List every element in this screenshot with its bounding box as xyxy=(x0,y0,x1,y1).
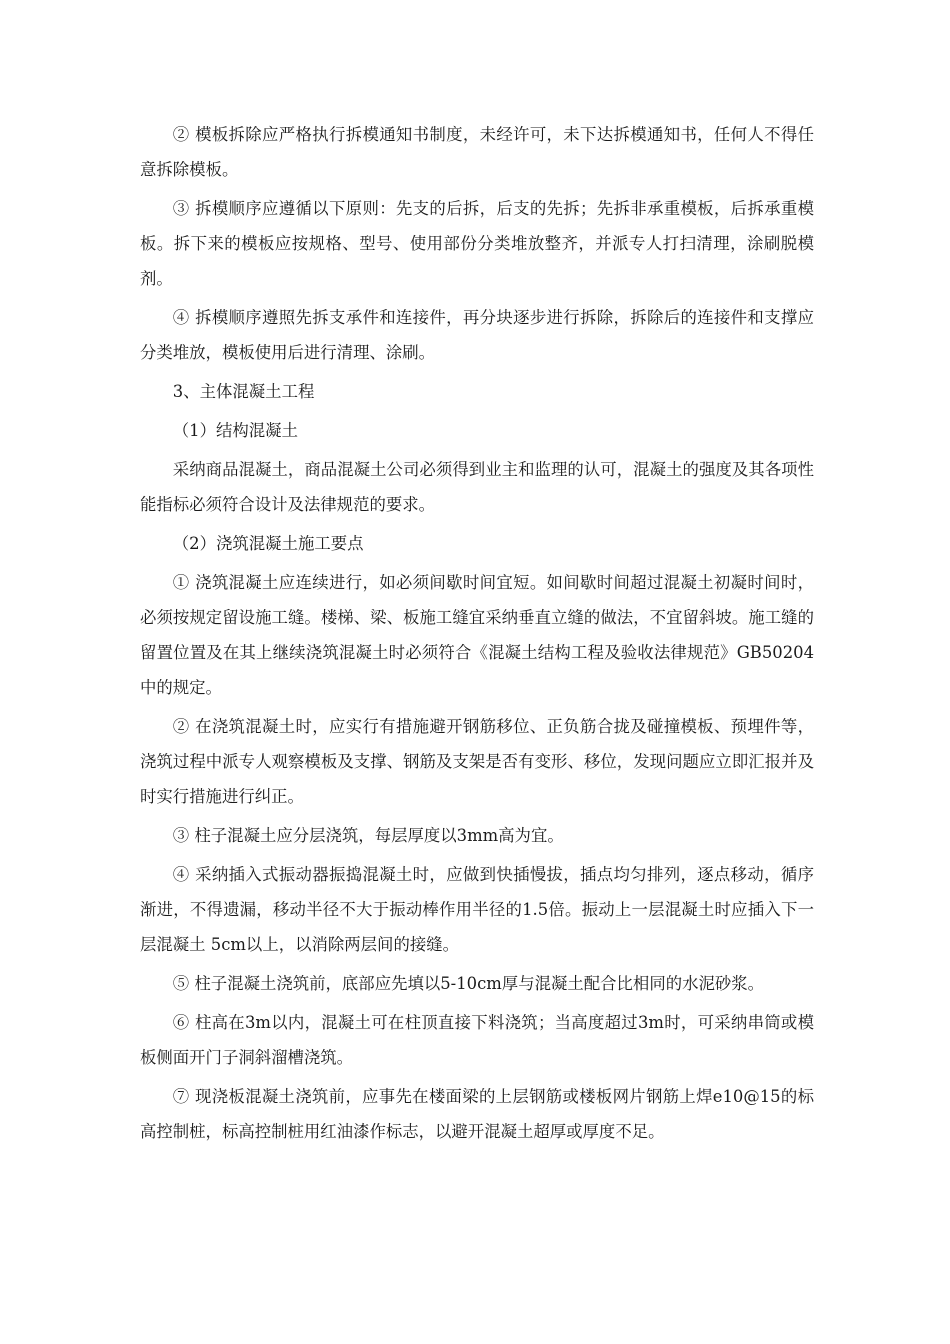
paragraph-vibrator: ④ 采纳插入式振动器振捣混凝土时，应做到快插慢拔，插点均匀排列，逐点移动，循序渐进，不得遗漏，移动半径不大于振动棒作用半径的1.5倍。振动上一层混凝土时应插入下一层混凝土 5cm以上，以消除两层间的接缝。 xyxy=(140,865,814,954)
section-heading-main-concrete: 3、主体混凝土工程 xyxy=(172,382,315,401)
paragraph-column-layers: ③ 柱子混凝土应分层浇筑，每层厚度以3mm高为宜。 xyxy=(172,826,564,845)
paragraph-slab-control-piles: ⑦ 现浇板混凝土浇筑前，应事先在楼面梁的上层钢筋或楼板网片钢筋上焊e10@15的标高控制桩，标高控制桩用红油漆作标志，以避开混凝土超厚或厚度不足。 xyxy=(140,1087,814,1141)
paragraph-column-mortar: ⑤ 柱子混凝土浇筑前，底部应先填以5-10cm厚与混凝土配合比相同的水泥砂浆。 xyxy=(172,974,765,993)
subsection-heading-structural-concrete: （1）结构混凝土 xyxy=(172,421,298,440)
paragraph-dismantle-notice: ② 模板拆除应严格执行拆模通知书制度，未经许可，未下达拆模通知书，任何人不得任意拆除模板。 xyxy=(140,125,814,179)
document-body xyxy=(140,117,814,1149)
paragraph-continuous-pouring: ① 浇筑混凝土应连续进行，如必须间歇时间宜短。如间歇时间超过混凝土初凝时间时，必须按规定留设施工缝。楼梯、梁、板施工缝宜采纳垂直立缝的做法，不宜留斜坡。施工缝的留置位置及在其上继续浇筑混凝土时必须符合《混凝土结构工程及验收法律规范》GB50204中的规定。 xyxy=(140,573,814,697)
paragraph-rebar-protection: ② 在浇筑混凝土时，应实行有措施避开钢筋移位、正负筋合拢及碰撞模板、预埋件等，浇筑过程中派专人观察模板及支撑、钢筋及支架是否有变形、移位，发现问题应立即汇报并及时实行措施进行纠正。 xyxy=(140,717,814,806)
paragraph-commercial-concrete: 采纳商品混凝土，商品混凝土公司必须得到业主和监理的认可，混凝土的强度及其各项性能指标必须符合设计及法律规范的要求。 xyxy=(140,460,814,514)
paragraph-column-height: ⑥ 柱高在3m以内，混凝土可在柱顶直接下料浇筑；当高度超过3m时，可采纳串筒或模板侧面开门子洞斜溜槽浇筑。 xyxy=(140,1013,814,1067)
paragraph-dismantle-order: ③ 拆模顺序应遵循以下原则：先支的后拆，后支的先拆；先拆非承重模板，后拆承重模板。拆下来的模板应按规格、型号、使用部份分类堆放整齐，并派专人打扫清理，涂刷脱模剂。 xyxy=(140,199,814,288)
subsection-heading-pouring-points: （2）浇筑混凝土施工要点 xyxy=(172,534,364,553)
paragraph-dismantle-connectors: ④ 拆模顺序遵照先拆支承件和连接件，再分块逐步进行拆除，拆除后的连接件和支撑应分类堆放，模板使用后进行清理、涂刷。 xyxy=(140,308,814,362)
